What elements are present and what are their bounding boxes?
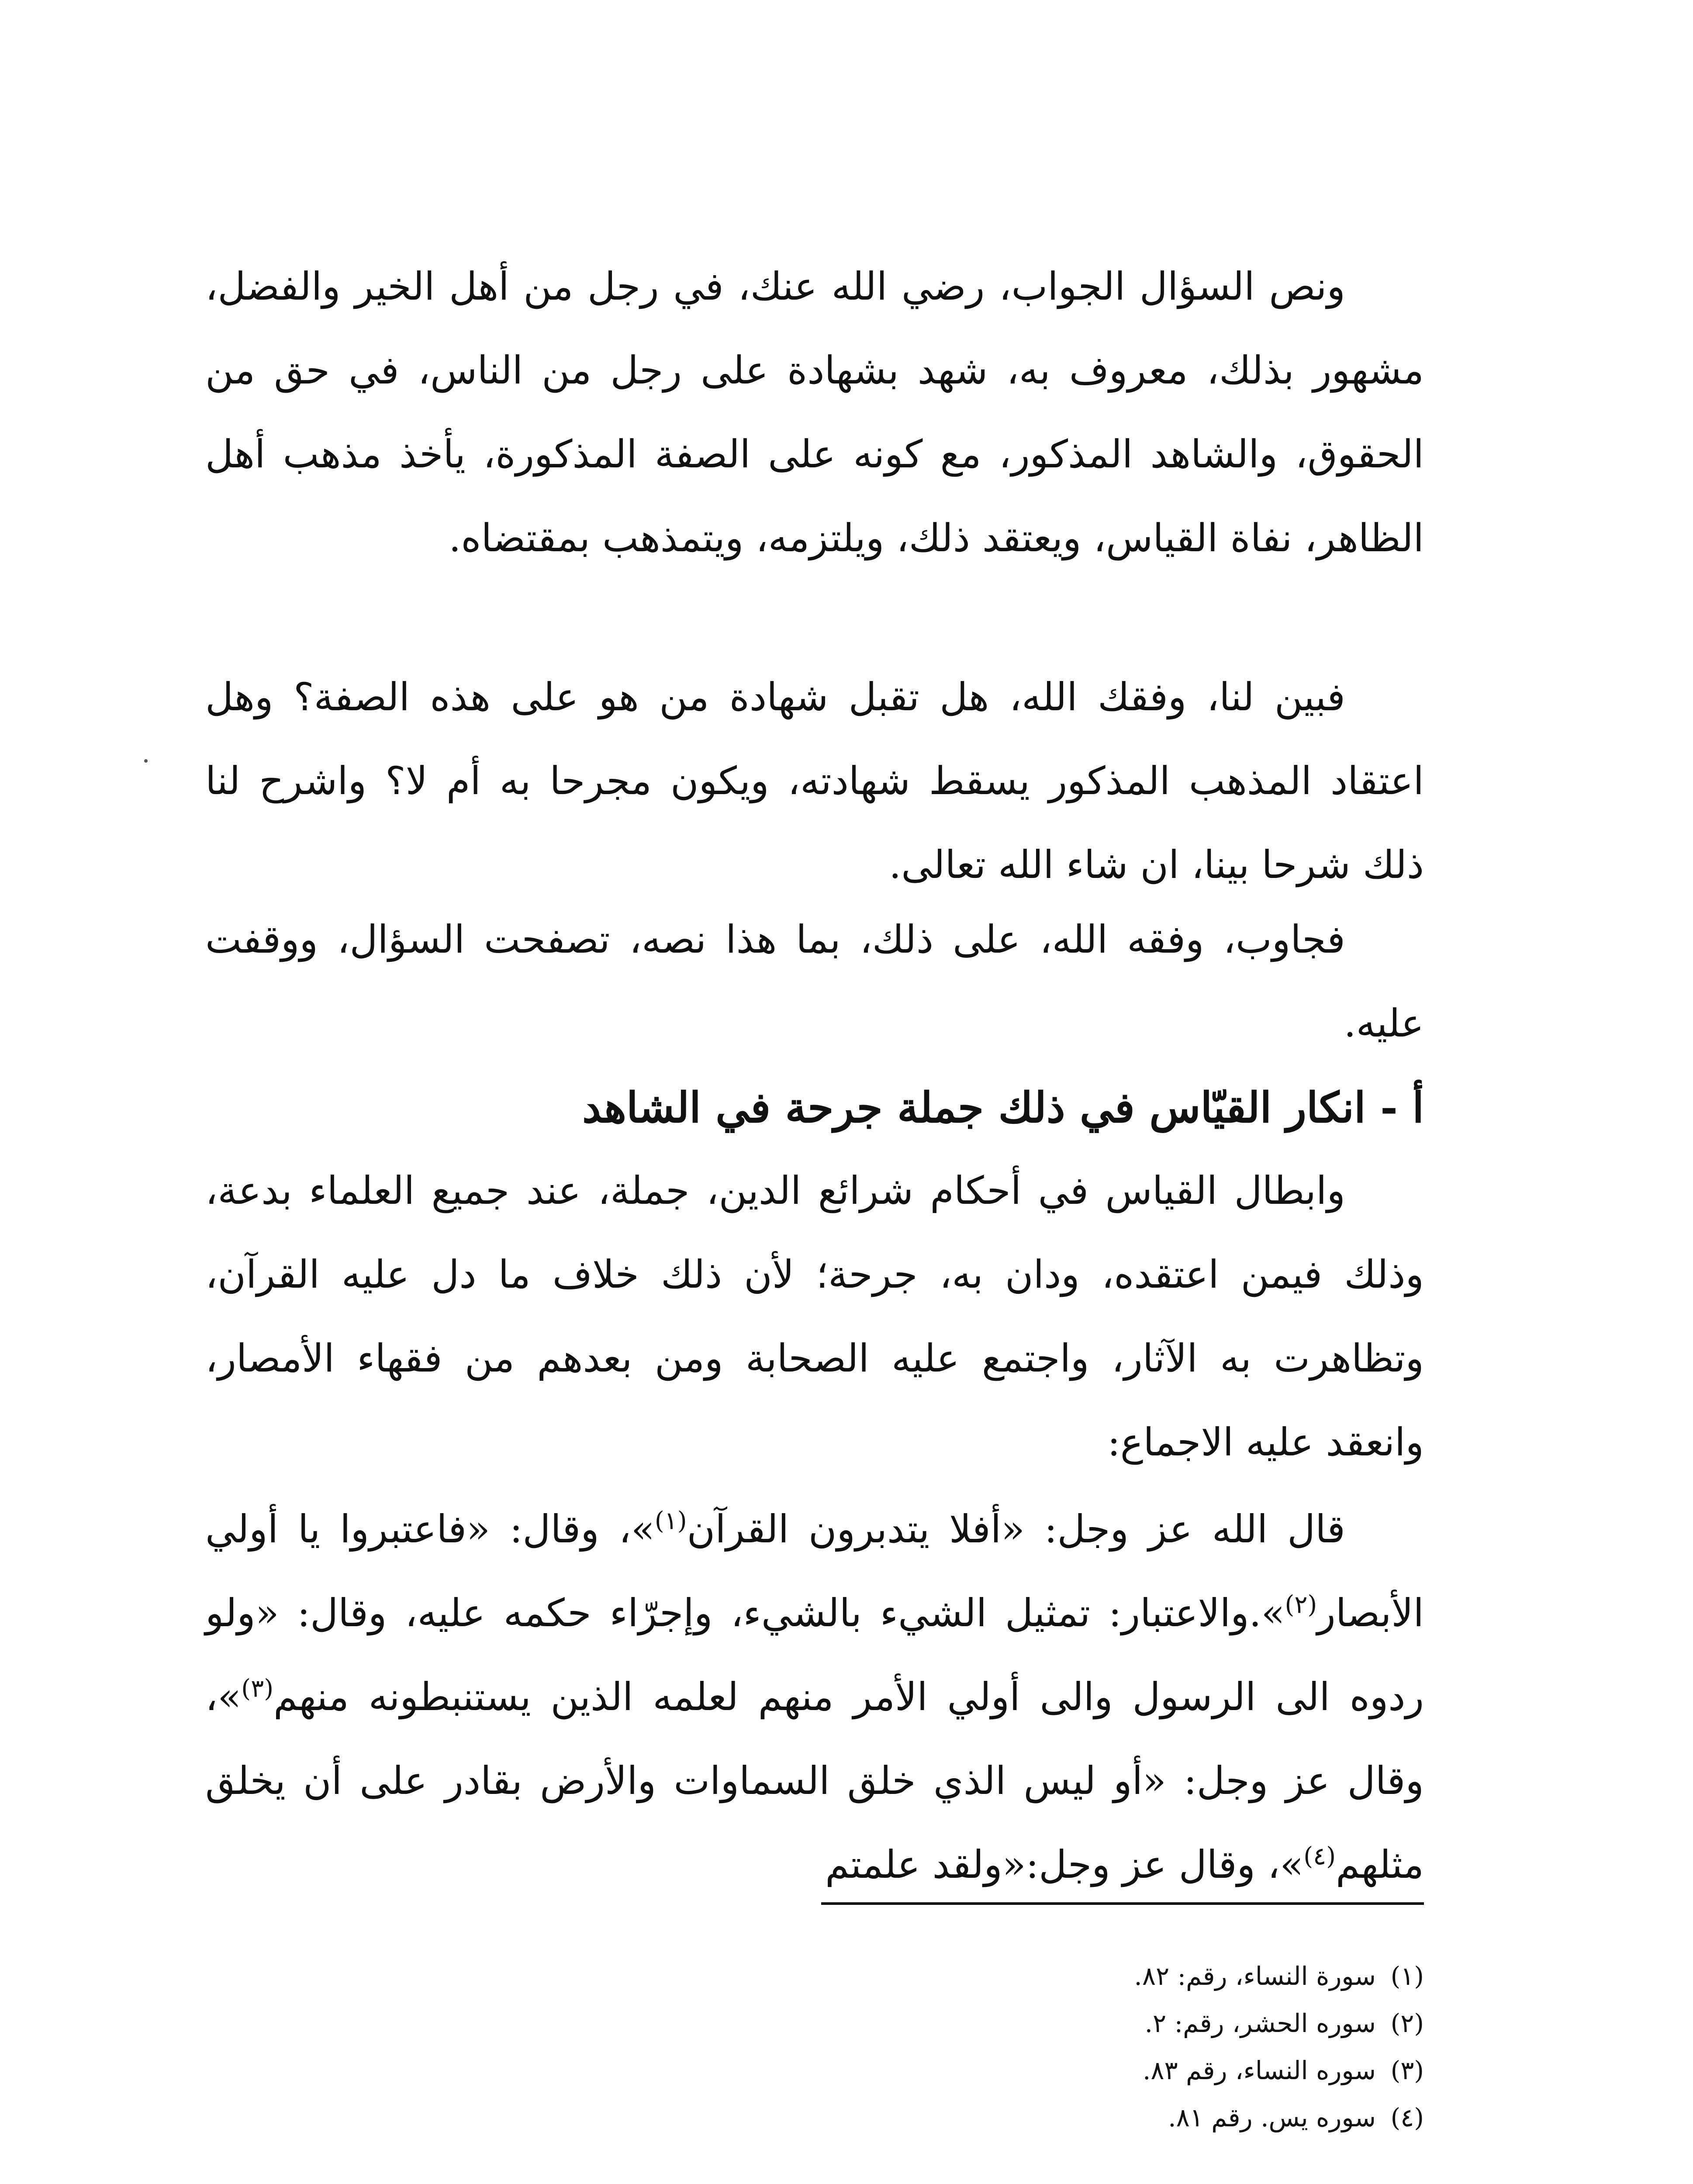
paragraph-quran-evidence xyxy=(205,1487,1424,1907)
footnote-text: سورة النساء، رقم: ٨٢. xyxy=(1134,1961,1376,1991)
text-segment: قال الله عز وجل: «أفلا يتدبرون القرآن xyxy=(687,1507,1345,1552)
footnote-number: (٣) xyxy=(1390,2056,1424,2085)
footnote-ref: (١) xyxy=(654,1507,687,1535)
footnote-item xyxy=(821,2094,1424,2141)
footnote-number: (١) xyxy=(1390,1961,1424,1991)
footnote-text: سوره النساء، رقم ٨٣. xyxy=(1142,2056,1376,2085)
paragraph-text xyxy=(205,1487,1424,1907)
footnote-text: سوره يس. رقم ٨١. xyxy=(1168,2103,1376,2132)
section-heading: أ - انكار القيّاس في ذلك جملة جرحة في الشاهد xyxy=(582,1083,1424,1132)
text-segment: ».والاعتبار: تمثيل الشيء بالشيء، وإجرّاء حكمه عليه، وقال: «ولو ردوه الى الرسول والى أولي الأمر منهم لعلمه الذين يستنبطونه منهم xyxy=(205,1590,1424,1719)
paragraph-question xyxy=(205,245,1424,580)
footnote-ref: (٤) xyxy=(1303,1842,1336,1871)
text-segment: »، وقال عز وجل: «أو ليس الذي خلق السماوات والأرض بقادر على أن يخلق مثلهم xyxy=(205,1674,1424,1887)
paragraph-qiyas xyxy=(205,1149,1424,1484)
footnote-text: سوره الحشر، رقم: ٢. xyxy=(1144,2008,1376,2038)
footnote-divider xyxy=(821,1902,1424,1905)
footnote-number: (٤) xyxy=(1390,2103,1424,2132)
paragraph-text: فجاوب، وفقه الله، على ذلك، بما هذا نصه، تصفحت السؤال، ووقفت عليه. xyxy=(205,917,1424,1046)
footnote-ref: (٢) xyxy=(1285,1590,1317,1619)
footnote-ref: (٣) xyxy=(241,1674,274,1703)
text-segment: »، وقال: «فاعتبروا يا أولي الأبصار xyxy=(205,1507,1424,1635)
scan-speck xyxy=(144,759,148,763)
footnote-item xyxy=(821,2000,1424,2047)
paragraph-text: ونص السؤال الجواب، رضي الله عنك، في رجل من أهل الخير والفضل، مشهور بذلك، معروف به، شهد بشهادة على رجل من الناس، في حق من الحقوق، والشاهد المذكور، مع كونه على الصفة المذكورة، يأخذ مذهب أهل الظاهر، نفاة القياس، ويعتقد ذلك، ويلتزمه، ويتمذهب بمقتضاه. xyxy=(205,264,1424,560)
footnote-item xyxy=(821,2047,1424,2094)
text-segment: »، وقال عز وجل:«ولقد علمتم xyxy=(825,1842,1304,1887)
paragraph-request xyxy=(205,655,1424,907)
footnote-number: (٢) xyxy=(1390,2008,1424,2038)
paragraph-text: وابطال القياس في أحكام شرائع الدين، جملة، عند جميع العلماء بدعة، وذلك فيمن اعتقده، ودان به، جرحة؛ لأن ذلك خلاف ما دل عليه القرآن، وتظاهرت به الآثار، واجتمع عليه الصحابة ومن بعدهم من فقهاء الأمصار، وانعقد عليه الاجماع: xyxy=(205,1168,1424,1465)
paragraph-text: فبين لنا، وفقك الله، هل تقبل شهادة من هو على هذه الصفة؟ وهل اعتقاد المذهب المذكور يسقط شهادته، ويكون مجرحا به أم لا؟ واشرح لنا ذلك شرحا بينا، ان شاء الله تعالى. xyxy=(205,674,1424,887)
footnote-item xyxy=(821,1952,1424,2000)
paragraph-answer-intro xyxy=(205,898,1424,1065)
footnotes xyxy=(821,1952,1424,2141)
